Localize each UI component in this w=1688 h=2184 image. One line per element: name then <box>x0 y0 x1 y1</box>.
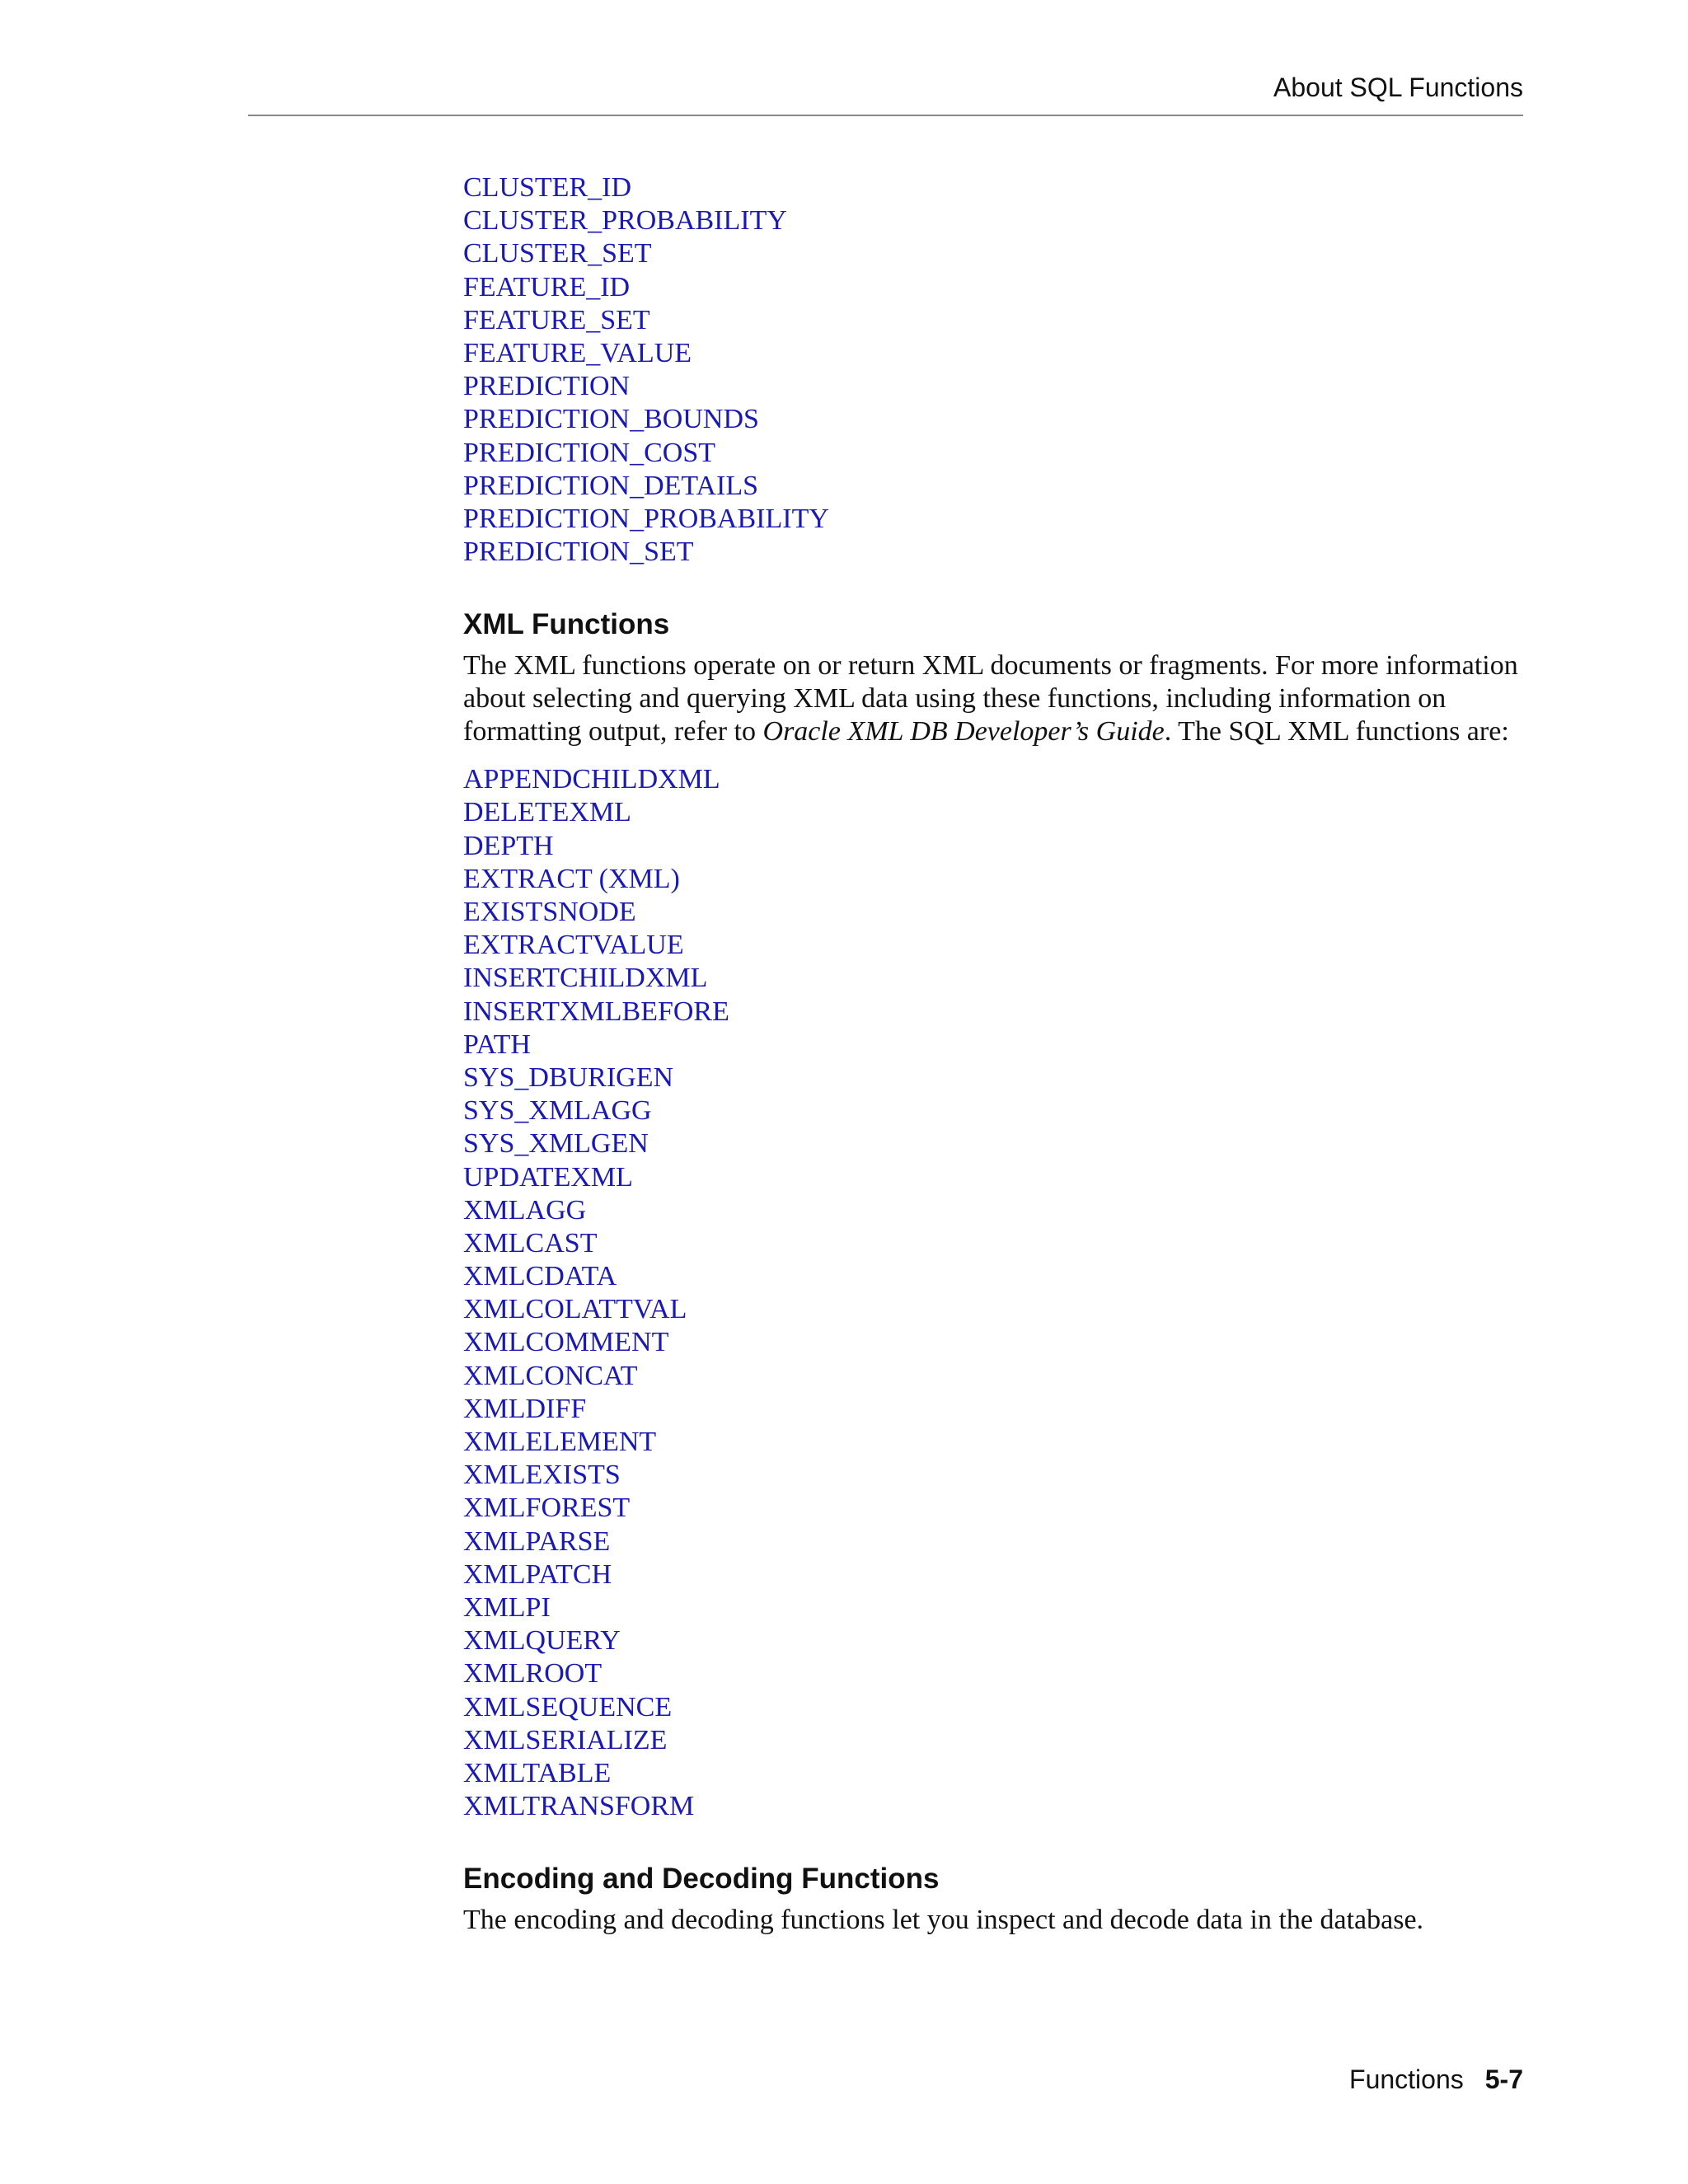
xml-function-link[interactable]: XMLEXISTS <box>463 1460 621 1491</box>
data-mining-function-link[interactable]: PREDICTION_DETAILS <box>463 470 759 501</box>
data-mining-function-item <box>463 171 1526 204</box>
xml-function-item <box>463 1029 1526 1062</box>
xml-function-item <box>463 1426 1526 1459</box>
xml-function-link[interactable]: XMLSERIALIZE <box>463 1724 668 1755</box>
data-mining-function-item <box>463 536 1526 569</box>
xml-function-link[interactable]: XMLAGG <box>463 1194 587 1226</box>
xml-function-list <box>463 763 1526 1823</box>
data-mining-function-item <box>463 437 1526 470</box>
data-mining-function-link[interactable]: PREDICTION_PROBABILITY <box>463 503 829 534</box>
footer-label: Functions <box>1349 2064 1464 2094</box>
running-header: About SQL Functions <box>1273 73 1523 102</box>
xml-function-item <box>463 1757 1526 1790</box>
xml-function-item <box>463 1161 1526 1194</box>
data-mining-function-link[interactable]: CLUSTER_ID <box>463 172 631 203</box>
data-mining-function-item <box>463 237 1526 270</box>
data-mining-function-link[interactable]: PREDICTION_COST <box>463 437 716 468</box>
xml-function-item <box>463 1624 1526 1657</box>
data-mining-function-link[interactable]: CLUSTER_PROBABILITY <box>463 205 787 237</box>
xml-function-link[interactable]: XMLPI <box>463 1591 551 1623</box>
xml-function-link[interactable]: XMLSEQUENCE <box>463 1691 673 1722</box>
xml-function-item <box>463 896 1526 929</box>
xml-intro-tail: . The SQL XML functions are: <box>1164 716 1509 748</box>
xml-function-link[interactable]: XMLCAST <box>463 1227 598 1258</box>
xml-function-item <box>463 1393 1526 1426</box>
xml-function-item <box>463 1492 1526 1525</box>
data-mining-function-item <box>463 470 1526 503</box>
data-mining-function-item <box>463 271 1526 304</box>
page-content <box>463 171 1526 1937</box>
xml-functions-intro <box>463 649 1526 748</box>
xml-function-link[interactable]: INSERTCHILDXML <box>463 963 708 994</box>
xml-function-link[interactable]: XMLCOLATTVAL <box>463 1294 687 1325</box>
xml-function-link[interactable]: XMLCDATA <box>463 1261 617 1292</box>
data-mining-function-link[interactable]: PREDICTION <box>463 371 631 402</box>
xml-function-item <box>463 1790 1526 1823</box>
xml-function-item <box>463 1360 1526 1393</box>
xml-function-link[interactable]: SYS_DBURIGEN <box>463 1062 674 1093</box>
xml-function-link[interactable]: XMLQUERY <box>463 1625 621 1657</box>
xml-function-item <box>463 1062 1526 1094</box>
xml-function-link[interactable]: INSERTXMLBEFORE <box>463 996 729 1027</box>
xml-guide-title: Oracle XML DB Developer’s Guide <box>762 716 1165 748</box>
data-mining-function-link[interactable]: FEATURE_ID <box>463 271 631 302</box>
xml-function-link[interactable]: UPDATEXML <box>463 1161 633 1193</box>
xml-function-link[interactable]: SYS_XMLGEN <box>463 1128 649 1160</box>
data-mining-function-item <box>463 304 1526 337</box>
xml-function-item <box>463 863 1526 896</box>
data-mining-function-item <box>463 337 1526 370</box>
data-mining-function-link[interactable]: PREDICTION_BOUNDS <box>463 404 759 435</box>
xml-function-link[interactable]: DEPTH <box>463 830 554 861</box>
xml-function-link[interactable]: PATH <box>463 1029 531 1060</box>
xml-function-link[interactable]: XMLTABLE <box>463 1757 612 1788</box>
xml-function-link[interactable]: XMLROOT <box>463 1658 603 1690</box>
xml-function-link[interactable]: XMLDIFF <box>463 1393 587 1424</box>
xml-function-item <box>463 1094 1526 1127</box>
xml-function-link[interactable]: XMLPATCH <box>463 1558 612 1590</box>
xml-function-item <box>463 1526 1526 1558</box>
header-rule <box>248 115 1523 116</box>
data-mining-function-item <box>463 204 1526 237</box>
xml-function-item <box>463 763 1526 796</box>
xml-function-link[interactable]: APPENDCHILDXML <box>463 764 720 795</box>
xml-function-item <box>463 1691 1526 1724</box>
xml-function-item <box>463 796 1526 829</box>
encoding-functions-heading: Encoding and Decoding Functions <box>463 1863 940 1896</box>
xml-function-item <box>463 1657 1526 1690</box>
xml-function-item <box>463 1724 1526 1757</box>
xml-function-item <box>463 1558 1526 1591</box>
xml-function-link[interactable]: XMLFOREST <box>463 1493 631 1524</box>
xml-function-item <box>463 1293 1526 1326</box>
xml-intro-text: The XML functions operate on or return XML documents or fragments. For more information about selecting and querying XML data using these functions, including information on formatting output, refer to <box>463 650 1518 748</box>
xml-function-link[interactable]: DELETEXML <box>463 797 631 828</box>
data-mining-function-list <box>463 171 1526 569</box>
xml-function-link[interactable]: XMLCOMMENT <box>463 1327 669 1358</box>
xml-function-item <box>463 929 1526 962</box>
xml-function-item <box>463 996 1526 1029</box>
xml-function-link[interactable]: XMLPARSE <box>463 1526 611 1557</box>
encoding-functions-text: The encoding and decoding functions let you inspect and decode data in the database. <box>463 1905 1424 1936</box>
page-number: 5-7 <box>1484 2064 1523 2094</box>
xml-function-item <box>463 830 1526 863</box>
xml-function-link[interactable]: XMLCONCAT <box>463 1360 638 1391</box>
xml-function-link[interactable]: EXTRACT (XML) <box>463 863 680 894</box>
data-mining-function-link[interactable]: CLUSTER_SET <box>463 238 652 269</box>
xml-function-item <box>463 1459 1526 1492</box>
xml-function-item <box>463 1194 1526 1227</box>
data-mining-function-item <box>463 403 1526 436</box>
data-mining-function-item <box>463 503 1526 536</box>
xml-functions-heading: XML Functions <box>463 608 670 641</box>
xml-function-item <box>463 1591 1526 1624</box>
data-mining-function-link[interactable]: FEATURE_SET <box>463 304 650 335</box>
xml-function-item <box>463 1127 1526 1160</box>
xml-function-item <box>463 1260 1526 1293</box>
xml-function-item <box>463 1227 1526 1260</box>
data-mining-function-item <box>463 370 1526 403</box>
xml-function-link[interactable]: XMLTRANSFORM <box>463 1791 695 1822</box>
xml-function-item <box>463 1326 1526 1359</box>
running-footer <box>1349 2064 1523 2095</box>
xml-function-link[interactable]: SYS_XMLAGG <box>463 1095 652 1127</box>
xml-function-link[interactable]: EXISTSNODE <box>463 897 636 927</box>
data-mining-function-link[interactable]: PREDICTION_SET <box>463 537 694 568</box>
xml-function-link[interactable]: XMLELEMENT <box>463 1427 657 1457</box>
xml-function-link[interactable]: EXTRACTVALUE <box>463 930 684 961</box>
xml-function-item <box>463 962 1526 995</box>
data-mining-function-link[interactable]: FEATURE_VALUE <box>463 337 692 368</box>
